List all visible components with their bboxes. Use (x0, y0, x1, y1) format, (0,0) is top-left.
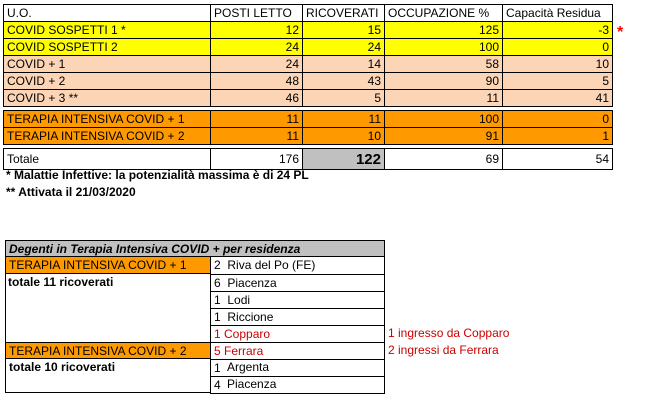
row-posti: 12 (211, 22, 303, 39)
table-row (4, 73, 613, 90)
row-uo: COVID + 2 (4, 73, 211, 90)
ti1-red-note: 1 ingresso da Copparo (388, 326, 510, 340)
row-uo: TERAPIA INTENSIVA COVID + 1 (4, 111, 211, 128)
row-posti: 46 (211, 90, 303, 107)
row-ricoverati: 5 (303, 90, 385, 107)
row-occupazione: 90 (385, 73, 503, 90)
item-count: 2 (214, 258, 221, 272)
table-header-row (4, 5, 613, 22)
row-ricoverati: 43 (303, 73, 385, 90)
row-posti: 11 (211, 128, 303, 145)
ti1-label: TERAPIA INTENSIVA COVID + 1 (5, 257, 210, 274)
row-occupazione: 100 (385, 111, 503, 128)
ti2-total: totale 10 ricoverati (5, 359, 210, 376)
table-row (4, 90, 613, 107)
row-ricoverati: 11 (303, 111, 385, 128)
ti2-label: TERAPIA INTENSIVA COVID + 2 (5, 342, 210, 359)
total-occupazione: 69 (385, 149, 503, 170)
row-occupazione: 11 (385, 90, 503, 107)
row-uo: COVID + 3 ** (4, 90, 211, 107)
item-place: Riva del Po (FE) (227, 258, 316, 272)
note-malattie-infettive: * Malattie Infettive: la potenzialità massima è di 24 PL (6, 168, 309, 182)
list-item-red: 1 Copparo (210, 325, 385, 342)
header-capacita-residua: Capacità Residua (503, 5, 613, 22)
row-uo: COVID + 1 (4, 56, 211, 73)
row-posti: 24 (211, 39, 303, 56)
row-residua: 1 (503, 128, 613, 145)
item-place: Piacenza (227, 276, 277, 290)
ti2-red-note: 2 ingressi da Ferrara (388, 343, 499, 357)
row-posti: 11 (211, 111, 303, 128)
item-place: Piacenza (227, 377, 277, 391)
table-row (4, 56, 613, 73)
row-occupazione: 100 (385, 39, 503, 56)
row-residua: 0 (503, 39, 613, 56)
header-ricoverati: RICOVERATI (303, 5, 385, 22)
list-item: 4 (210, 376, 385, 394)
list-item (210, 308, 385, 325)
header-occupazione: OCCUPAZIONE % (385, 5, 503, 22)
header-posti-letto: POSTI LETTO (211, 5, 303, 22)
ti1-total: totale 11 ricoverati (8, 275, 114, 289)
note-attivata: ** Attivata il 21/03/2020 (6, 185, 136, 199)
list-item-red: 5 Ferrara (210, 342, 385, 359)
row-posti: 48 (211, 73, 303, 90)
item-place: Riccione (227, 310, 274, 324)
total-posti: 176 (211, 149, 303, 170)
total-row (4, 149, 613, 170)
asterisk-marker: * (617, 24, 624, 41)
header-uo: U.O. (4, 5, 211, 22)
item-place: Lodi (227, 293, 251, 307)
row-residua: 41 (503, 90, 613, 107)
list-item (210, 291, 385, 308)
row-residua: -3 (503, 22, 613, 39)
row-ricoverati: 15 (303, 22, 385, 39)
row-occupazione: 91 (385, 128, 503, 145)
table-row (4, 39, 613, 56)
item-count: 1 (214, 293, 221, 307)
row-occupazione: 58 (385, 56, 503, 73)
item-count: 6 (214, 276, 221, 290)
item-count: 1 (214, 310, 221, 324)
row-residua: 0 (503, 111, 613, 128)
item-place: Argenta (227, 360, 270, 374)
list-item: 1 (210, 359, 385, 376)
residence-title: Degenti in Terapia Intensiva COVID + per residenza (5, 240, 385, 257)
row-occupazione: 125 (385, 22, 503, 39)
row-uo: TERAPIA INTENSIVA COVID + 2 (4, 128, 211, 145)
row-ricoverati: 24 (303, 39, 385, 56)
list-item (210, 257, 385, 274)
row-ricoverati: 10 (303, 128, 385, 145)
table-row (4, 111, 613, 128)
ti1-block-border (5, 257, 6, 342)
table-row (4, 22, 613, 39)
total-residua: 54 (503, 149, 613, 170)
total-ricoverati: 122 (303, 149, 385, 170)
row-uo: COVID SOSPETTI 2 (4, 39, 211, 56)
row-residua: 10 (503, 56, 613, 73)
occupancy-table (3, 4, 613, 170)
row-uo: COVID SOSPETTI 1 * (4, 22, 211, 39)
list-item (210, 274, 385, 291)
total-label: Totale (4, 149, 211, 170)
row-ricoverati: 14 (303, 56, 385, 73)
table-row (4, 128, 613, 145)
ti2-block-bottom (5, 376, 210, 393)
row-residua: 5 (503, 73, 613, 90)
row-posti: 24 (211, 56, 303, 73)
